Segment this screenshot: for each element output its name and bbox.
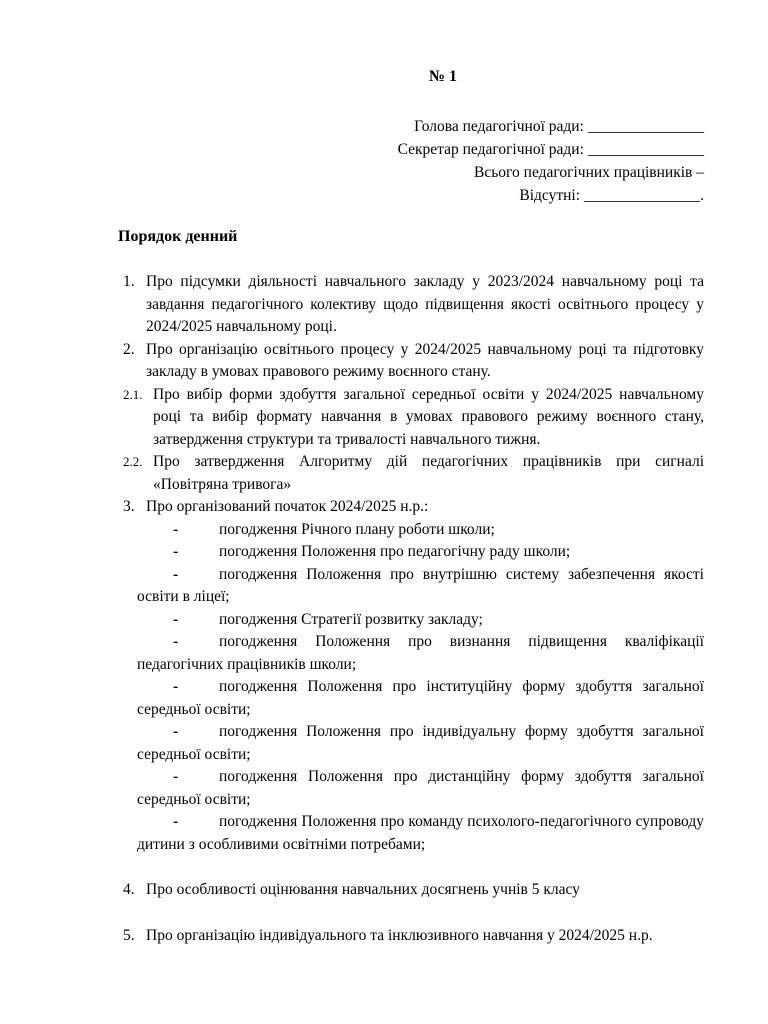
agenda-item-3 [118, 496, 704, 519]
spacer [118, 856, 704, 879]
item-number: 3. [123, 498, 135, 515]
dash-marker: - [173, 813, 179, 830]
item-number: 2.2. [123, 454, 143, 469]
subitem-quality-system [118, 564, 704, 609]
subitem-strategy [118, 609, 704, 632]
item-text: Про підсумки діяльності навчального закладу у 2023/2024 навчальному році та завдання педагогічного колективу щодо підвищення якості освітнього процесу у 2024/2025 навчальному році. [146, 273, 704, 335]
agenda-item-2-2 [118, 451, 704, 496]
item-number: 4. [123, 881, 135, 898]
dash-marker: - [173, 723, 179, 740]
absent-line: Відсутні: _______________. [519, 187, 704, 204]
total-staff-line: Всього педагогічних працівників – [474, 164, 704, 181]
agenda-list [118, 271, 704, 947]
agenda-item-1 [118, 271, 704, 339]
subitem-text: погодження Положення про педагогічну раду школи; [219, 543, 571, 560]
agenda-item-4 [118, 879, 704, 902]
secretary-line: Секретар педагогічної ради: _______________ [397, 141, 704, 158]
subitem-individual-form [118, 721, 704, 766]
item-text: Про особливості оцінювання навчальних досягнень учнів 5 класу [146, 881, 580, 898]
council-meta [398, 115, 704, 207]
item-text: Про організацію освітнього процесу у 2024/2025 навчальному році та підготовку закладу в умовах правового режиму воєнного стану. [146, 340, 704, 380]
subitem-support-team [118, 811, 704, 856]
chair-line: Голова педагогічної ради: _______________ [414, 118, 704, 135]
item-number: 1. [123, 273, 135, 290]
dash-marker: - [173, 520, 179, 538]
dash-marker: - [173, 768, 179, 785]
subitem-institutional-form [118, 676, 704, 721]
subitem-annual-plan [118, 519, 704, 542]
item-number: 2. [123, 340, 135, 358]
item-text: Про затвердження Алгоритму дій педагогічних працівників при сигналі «Повітряна тривога» [153, 453, 704, 493]
subitem-text: погодження Положення про інституційну форму здобуття загальної середньої освіти; [137, 678, 704, 718]
subitem-text: погодження Положення про внутрішню систему забезпечення якості освіти в ліцеї; [137, 565, 704, 605]
agenda-heading: Порядок денний [118, 228, 238, 245]
document-number: № 1 [428, 68, 458, 85]
item-number: 5. [123, 926, 135, 944]
subitem-text: погодження Стратегії розвитку закладу; [219, 610, 483, 628]
item-text: Про організований початок 2024/2025 н.р.: [146, 498, 429, 515]
item-text: Про організацію індивідуального та інклюзивного навчання у 2024/2025 н.р. [146, 926, 653, 944]
subitem-text: погодження Річного плану роботи школи; [219, 520, 495, 538]
subitem-text: погодження Положення про визнання підвищення кваліфікації педагогічних працівників школи; [137, 633, 704, 673]
dash-marker: - [173, 543, 179, 560]
item-text: Про вибір форми здобуття загальної середньої освіти у 2024/2025 навчальному році та вибір формату навчання в умовах правового режиму воєнного стану, затвердження структури та тривалості навчального тижня. [153, 385, 704, 448]
dash-marker: - [173, 565, 179, 583]
dash-marker: - [173, 633, 179, 650]
subitem-qualification [118, 631, 704, 676]
dash-marker: - [173, 678, 179, 695]
item-number: 2.1. [123, 386, 143, 402]
agenda-item-2-1 [118, 384, 704, 452]
spacer [118, 902, 704, 925]
dash-marker: - [173, 610, 179, 628]
subitem-text: погодження Положення про дистанційну форму здобуття загальної середньої освіти; [137, 768, 704, 808]
subitem-ped-council [118, 541, 704, 564]
subitem-text: погодження Положення про команду психолого-педагогічного супроводу дитини з особливими освітніми потребами; [137, 813, 704, 853]
subitem-text: погодження Положення про індивідуальну форму здобуття загальної середньої освіти; [137, 723, 704, 763]
agenda-item-5 [118, 925, 704, 948]
subitem-distance-form [118, 766, 704, 811]
agenda-item-2 [118, 339, 704, 384]
